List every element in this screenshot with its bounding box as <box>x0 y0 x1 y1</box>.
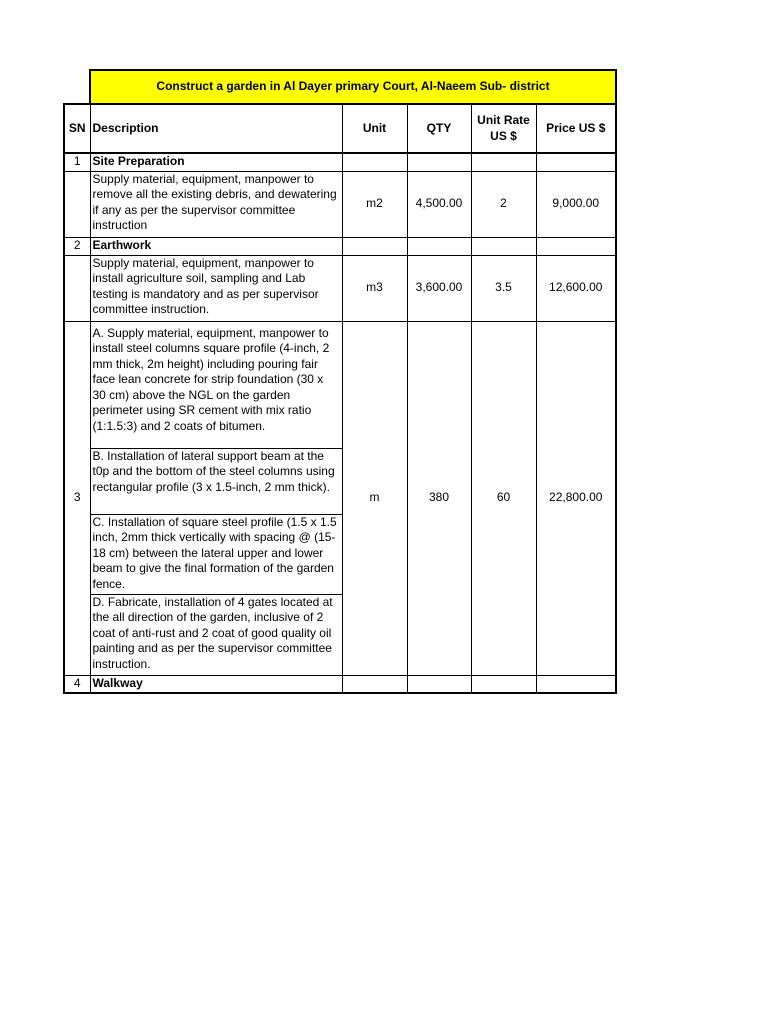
header-qty[interactable]: QTY <box>407 104 471 153</box>
header-price[interactable]: Price US $ <box>536 104 616 153</box>
sn-cell[interactable]: 2 <box>64 237 90 255</box>
price-cell[interactable]: 22,800.00 <box>536 321 616 675</box>
unit-cell[interactable] <box>342 153 407 171</box>
qty-cell[interactable]: 380 <box>407 321 471 675</box>
description-cell-b[interactable]: B. Installation of lateral support beam at the t0p and the bottom of the steel columns using rectangular profile (3 x 1.5-inch, 2 mm thick). <box>90 448 342 514</box>
table-row <box>64 321 616 448</box>
rate-cell[interactable]: 60 <box>471 321 536 675</box>
rate-cell[interactable]: 2 <box>471 171 536 237</box>
section-title[interactable]: Earthwork <box>90 237 342 255</box>
sn-cell[interactable] <box>64 171 90 237</box>
qty-cell[interactable] <box>407 675 471 693</box>
unit-cell[interactable]: m2 <box>342 171 407 237</box>
sn-cell[interactable]: 1 <box>64 153 90 171</box>
table-row <box>64 675 616 693</box>
description-cell-c[interactable]: C. Installation of square steel profile (1.5 x 1.5 inch, 2mm thick vertically with spacing @ (15-18 cm) between the lateral upper and lower beam to give the final formation of the garden fence. <box>90 514 342 594</box>
table-row <box>64 255 616 321</box>
qty-cell[interactable]: 3,600.00 <box>407 255 471 321</box>
price-cell[interactable]: 9,000.00 <box>536 171 616 237</box>
unit-cell[interactable] <box>342 237 407 255</box>
sn-cell[interactable] <box>64 255 90 321</box>
table-row <box>64 153 616 171</box>
header-row <box>64 104 616 153</box>
section-title[interactable]: Walkway <box>90 675 342 693</box>
rate-cell[interactable] <box>471 675 536 693</box>
price-cell[interactable]: 12,600.00 <box>536 255 616 321</box>
qty-cell[interactable] <box>407 153 471 171</box>
rate-cell[interactable]: 3.5 <box>471 255 536 321</box>
blank-cell <box>64 70 90 104</box>
description-cell-a[interactable]: A. Supply material, equipment, manpower to install steel columns square profile (4-inch, 2 mm thick, 2m height) including pouring fair face lean concrete for strip foundation (30 x 30 cm) above the NGL on the garden perimeter using SR cement with mix ratio (1:1.5:3) and 2 coats of bitumen. <box>90 321 342 448</box>
price-cell[interactable] <box>536 675 616 693</box>
sn-cell[interactable]: 4 <box>64 675 90 693</box>
unit-cell[interactable]: m <box>342 321 407 675</box>
rate-cell[interactable] <box>471 237 536 255</box>
description-cell[interactable]: Supply material, equipment, manpower to install agriculture soil, sampling and Lab testing is mandatory and as per supervisor committee instruction. <box>90 255 342 321</box>
title-row <box>64 70 616 104</box>
description-cell[interactable]: Supply material, equipment, manpower to remove all the existing debris, and dewatering if any as per the supervisor committee instruction <box>90 171 342 237</box>
qty-cell[interactable]: 4,500.00 <box>407 171 471 237</box>
section-title[interactable]: Site Preparation <box>90 153 342 171</box>
unit-cell[interactable] <box>342 675 407 693</box>
unit-cell[interactable]: m3 <box>342 255 407 321</box>
qty-cell[interactable] <box>407 237 471 255</box>
price-cell[interactable] <box>536 153 616 171</box>
header-sn[interactable]: SN <box>64 104 90 153</box>
rate-cell[interactable] <box>471 153 536 171</box>
sn-cell[interactable]: 3 <box>64 321 90 675</box>
boq-table <box>63 69 617 694</box>
description-cell-d[interactable]: D. Fabricate, installation of 4 gates located at the all direction of the garden, inclusive of 2 coat of anti-rust and 2 coat of good quality oil painting and as per the supervisor committee instruction. <box>90 594 342 675</box>
project-title[interactable]: Construct a garden in Al Dayer primary Court, Al-Naeem Sub- district <box>90 70 616 104</box>
table-row <box>64 171 616 237</box>
price-cell[interactable] <box>536 237 616 255</box>
header-description[interactable]: Description <box>90 104 342 153</box>
table-row <box>64 237 616 255</box>
header-unit[interactable]: Unit <box>342 104 407 153</box>
header-unit-rate[interactable]: Unit Rate US $ <box>471 104 536 153</box>
